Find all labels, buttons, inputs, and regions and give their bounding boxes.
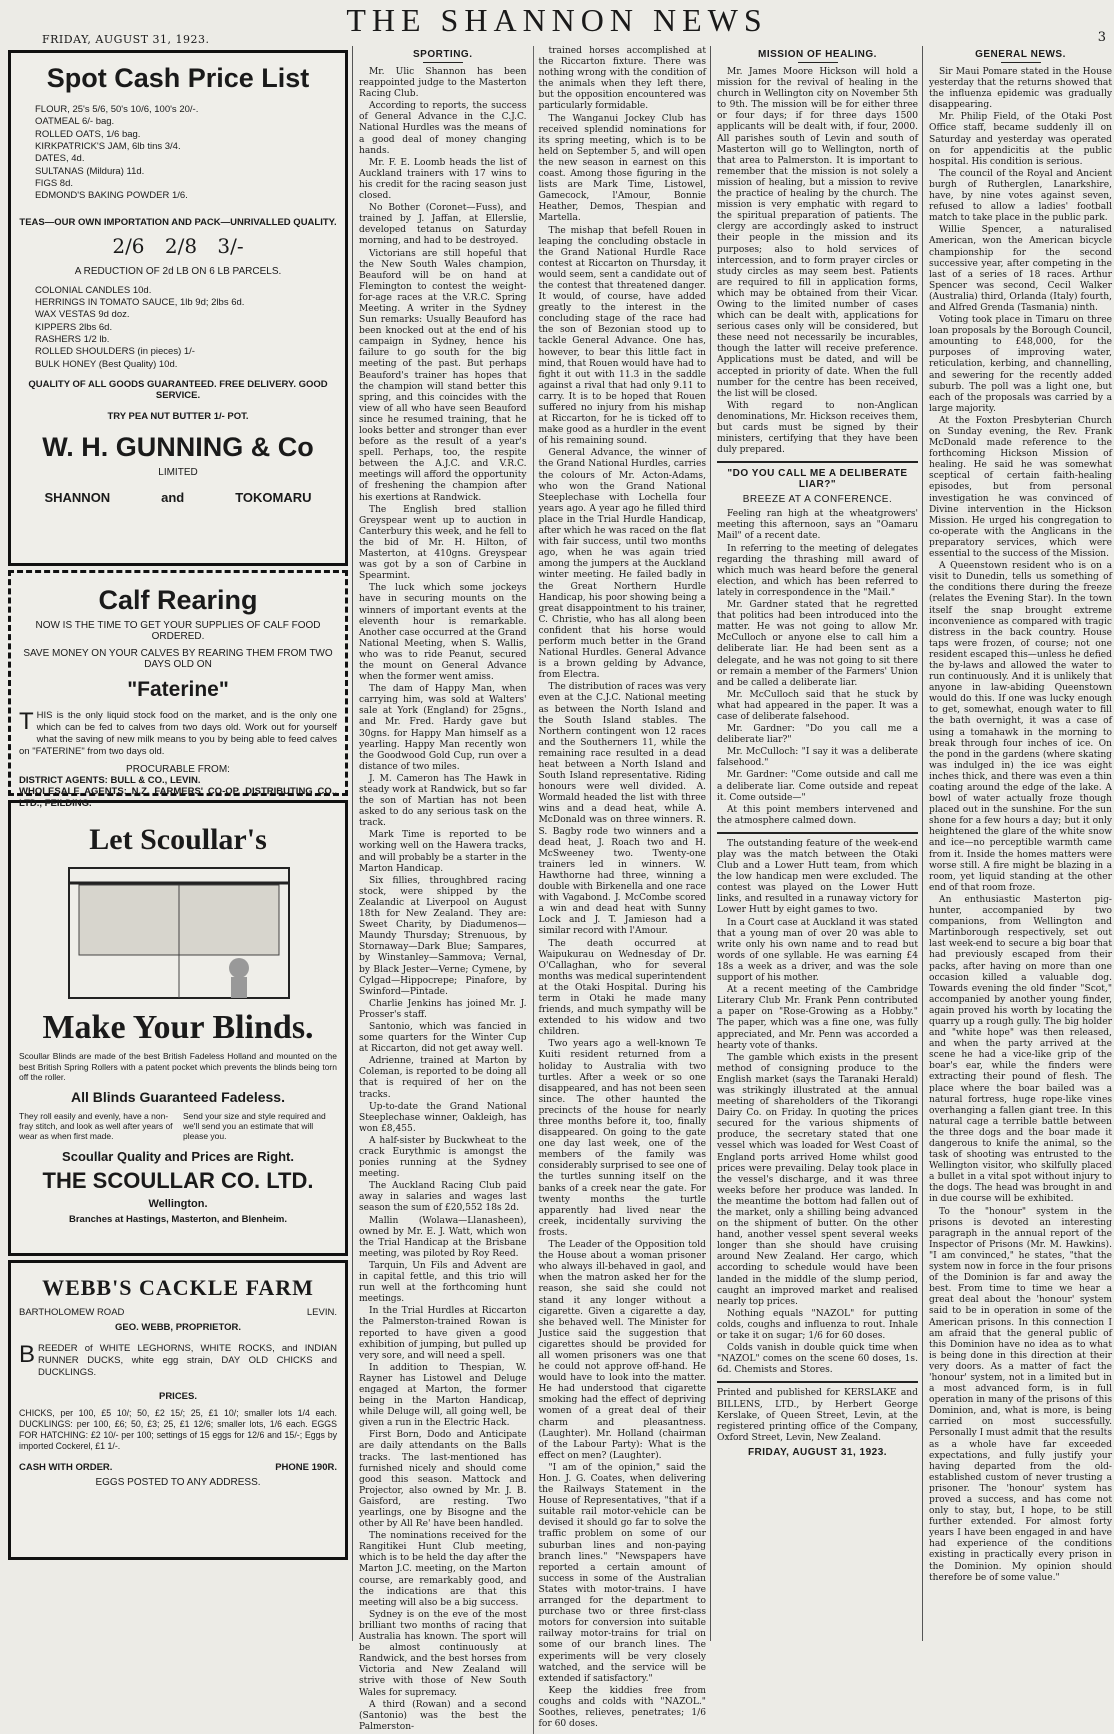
scoullar-ad [8,800,348,1256]
general-heading [929,49,1112,63]
location-tokomaru: TOKOMARU [235,490,312,506]
price-item: OATMEAL 6/- bag. [35,116,115,128]
imprint-date: FRIDAY, AUGUST 31, 1923. [747,1446,888,1458]
webb-prices: CHICKS, per 100, £5 10/; 50, £2 15/; 25, £1 10/; smaller lots 1/4 each. DUCKLINGS: per 100, £6; 50, £3; 25, £1 12/6; smaller lots, 1/6 each. EGGS FOR HATCHING: £2 10/- per 100; settings of 15 eggs for 12/6 and 15/-; Eggs by imported Cockerel, £1 1/-. [19,1407,337,1451]
calf-title: Calf Rearing [98,585,258,615]
webb-prices-heading: PRICES. [158,1390,197,1402]
scoullar-banner: Let Scoullar's [89,823,267,856]
sporting-col-a [359,46,527,1734]
article-paragraph: Mr. Gardner: "Come outside and call me a deliberate liar. Come outside and repeat it. Come outside—" [717,770,918,803]
advertisements-column [8,46,348,1641]
article-paragraph: An enthusiastic Masterton pig-hunter, accompanied by two companions, from Wellington and Martinborough respectively, set out last week-end to secure a big boar that had previously escaped from their packs, after having on more than one occasion killed a valuable dog. Towards evening the old finder "Scot," accompanied by another young finder, again proved his worth by locating the quarry up a rough gully. The big holder and "white hope" was then released, and when the party arrived at the scene he had a vice-like grip of the boar's ear, while the finders were extracting their pound of flesh. The place where the boar bailed was a natural fortress, huge rope-like vines overhanging a fallen giant tree. In this natural cage a terrible battle between the three dogs and the boar made it dangerous to knife the animal, so the task of shooting was entrusted to the Wellington visitor, who skilfully placed a bullet in a vital spot without injury to the dogs. The head was brought in and in due course will be exhibited. [929,894,1112,1205]
window-blind-illustration [39,863,317,1003]
guarantee-line: All Blinds Guaranteed Fadeless. [71,1088,285,1105]
spot-cash-ad [8,50,348,566]
article-paragraph: A Queenstown resident who is on a visit to Dunedin, tells us something of the conditions there during the freeze (relates the Evening Star). In the town itself the snap brought extreme inconvenience as compared with tragic distress in the back country. House taps were frozen, of course; not one resident escaped this—unless he defied the by-laws and allowed the water to run continuously. And it is unlikely that anyone in law-abiding Queenstown would do this. If one was lucky enough to get, somewhat, enough water to fill the bath overnight, it was a case of using a tomahawk in the morning to break through four inches of ice. On the pond in the gardens (where skating was indulged in) the ice was eight inches thick, and there was even a thin coating around the edge of the lake. A bowl of water actually froze though placed out in the sunshine. For the sun shone for a few hours a day; but it only heightened the glare of the white snow and ice—no perceptible warmth came from it. Inside the homes matters were worse still. A fire might be blazing in a room, yet liquid standing at the other end of that room froze. [929,561,1112,893]
calf-line1: NOW IS THE TIME TO GET YOUR SUPPLIES OF CALF FOOD ORDERED. [35,620,321,642]
article-paragraph: A third (Rowan) and a second (Santonio) was the best the Palmerston- [359,1699,527,1732]
sporting-paragraphs-a [359,67,527,1733]
article-paragraph: The distribution of races was very even at the C.J.C. National meeting as between the North Island and the South Island stables. The Northern contingent won 12 races and the Southerners 11, while the remaining race resulted in a dead heat between a North Island and South Island representative. Riding honours were well divided. A. Wormald headed the list with three wins and a dead heat, while A. McDonald was on three winners. R. S. Bagby rode two winners and a dead heat, J. Roach two and H. McSweeney two. Twenty-one trainers led in winners. W. Hawthorne had three, winning a double with Birkenella and one race with Vagabond. J. McCombe scored a win and dead heat with Sunny Lock and J. T. Jamieson had a similar record with l'Amour. [538,682,706,937]
article-paragraph: At the Foxton Presbyterian Church on Sunday evening, the Rev. Frank McDonald made reference to the forthcoming Hickson Mission of healing. He said he was somewhat sceptical of certain faith-healing episodes, but from personal investigation he was convinced of Divine intervention in the Hickson Mission. He urged his congregation to co-operate with the Anglicans in the preparatory services, which were essential to the success of the Mission. [929,415,1112,560]
peanut-line: TRY PEA NUT BUTTER 1/- POT. [107,411,249,423]
imprint: Printed and published for KERSLAKE and BILLENS, LTD., by Herbert George Kerslake, of Queen Street, Levin, at the registered printing office of the Company, Oxford Street, Levin, New Zealand. [717,1388,918,1443]
price-item: SULTANAS (Mildura) 11d. [35,165,145,177]
scoullar-right: Send your size and style required and we'll send you an estimate that will please you. [183,1110,326,1141]
article-paragraph: Two years ago a well-known Te Kuiti resident returned from a holiday to Australia with two turtles. After a week or so one disappeared, and has not been seen since. The other haunted the precincts of the house for nearly three months before it, too, finally disappeared. On going to the gate one day last week, one of the members of the family was considerably surprised to see one of the turtles sunning itself on the banks of a creek near the gate. For twenty months the turtle apparently had lived near the creek, incidentally surviving the frosts. [538,1039,706,1238]
price-item: ROLLED OATS, 1/6 bag. [35,128,141,140]
article-paragraph: In referring to the meeting of delegates regarding the thrashing mill award of which much was heard before the general election, and which has been referred to lately in correspondence in the "Mail." [717,543,918,598]
price-item: WAX VESTAS 9d doz. [35,309,130,321]
article-paragraph: Nothing equals "NAZOL" for putting colds, coughs and influenza to rout. Inhale or take it on sugar; 1/6 for 60 doses. [717,1308,918,1342]
article-paragraph: The Auckland Racing Club paid away in salaries and wages last season the sum of £20,552 18s 2d. [359,1181,527,1214]
article-paragraph: A half-sister by Buckwheat to the crack Eurythmic is amongst the ponies running at the Sydney meeting. [359,1135,527,1180]
article-paragraph: In addition to Thespian, W. Rayner has Listowel and Deluge engaged at Marton, the former being in the Marton Handicap, while Deluge will, all going well, be given a run in the Electric Hack. [359,1362,527,1429]
price-list-2 [19,285,337,371]
scoullar-city: Wellington. [148,1197,208,1210]
article-paragraph: Mr. Gardner: "Do you call me a deliberate liar?" [717,724,918,746]
article-paragraph: The dam of Happy Man, when carrying him, was sold at Walters' sale at York (England) for 25gns., and Mr. Fred. Hardy gave but 30gns. for Happy Man himself as a yearling. Happy Man recently won the Goodwood Gold Cup, run over a distance of two miles. [359,684,527,772]
article-paragraph: Feeling ran high at the wheatgrowers' meeting this afternoon, says an "Oamaru Mail" of a recent date. [717,509,918,542]
price-item: ROLLED SHOULDERS (in pieces) 1/- [35,346,195,358]
article-paragraph: Victorians are still hopeful that the New South Wales champion, Beauford will be on hand at Flemington to contest the weight-for-age races at the V.R.C. Spring Meeting. A writer in the Sydney Sun remarks: Usually Beauford has been knocked out at the end of his campaign in Sydney, hence his failure to go south for the big meeting of the past. But perhaps Beauford's trainer has hopes that the champion will stand better this spring, and this coincides with the view of all who have seen Beauford since he resumed training, that he looks better and stronger than ever before as the result of a year's spell. Perhaps, too, the respite between the A.J.C. and V.R.C. meetings will afford the opportunity of freshening the champion after his exertions at Randwick. [359,248,527,503]
divider [717,461,918,463]
locations [19,490,337,505]
article-paragraph: Mark Time is reported to be working well on the Hawera tracks, and will probably be a starter in the Marton Handicap. [359,830,527,874]
mission-heading [717,49,918,63]
liar-subheading: BREEZE AT A CONFERENCE. [742,494,893,506]
make-your-blinds: Make Your Blinds. [42,1009,314,1046]
article-paragraph: To the "honour" system in the prisons is devoted an interesting paragraph in the annual report of the Inspector of Prisons (Mr. M. Hawkins). "I am convinced," he states, "that the system now in force in the four prisons of the Dominion is far and away the best. From time to time we hear a great deal about the 'honour' system said to be in operation in some of the American prisons. In this connection I am afraid that the general public of this Dominion have no idea as to what is being done in this direction at their very doors. As a matter of fact the 'honour' system, not in a limited but in a most advanced form, is in full operation in many of the prisons of this Dominion, and, what is more, is being carried on most successfully. Personally I must admit that the results as a whole have far exceeded expectations, and fully justify your having departed from the old-established custom of never trusting a prisoner. The 'honour' system has proved a success, and has come not only to stay, but, I hope, to be still further extended. For almost forty years I have been engaged in and have had experience of the conditions existing in practically every prison in the Dominion. My opinion should therefore be of some value." [929,1206,1112,1583]
article-paragraph: Charlie Jenkins has joined Mr. J. Prosser's staff. [359,998,527,1020]
article-paragraph: The Leader of the Opposition told the House about a woman prisoner who always ill-behaved in gaol, and when the matron asked her for the reason, she said she could not stand it any longer without a cigarette. Given a cigarette a day, she behaved well. The Minister for Justice said the suggestion that cigarettes should be provided for all women prisoners was one that he could not approve off-hand. He would have to look into the matter. He had understood that cigarette smoking had the effect of depriving women of a great deal of their charm and pleasantness. (Laughter). Mr. Holland (chairman of the Labour Party): What is the effect on men? (Laughter). [538,1240,706,1461]
masthead [0,0,1114,44]
price-item: DATES, 4d. [35,153,85,165]
procurable-label: PROCURABLE FROM: [126,763,230,775]
article-paragraph: According to reports, the success of General Advance in the C.J.C. National Hurdles was the means of a good deal of money changing hands. [359,101,527,156]
article-paragraph: Sir Maui Pomare stated in the House yesterday that the returns showed that the influenza epidemic was gradually disappearing. [929,67,1112,111]
price-item: EDMOND'S BAKING POWDER 1/6. [35,190,188,202]
webb-town: LEVIN. [306,1307,337,1318]
article-paragraph: Adrienne, trained at Marton by Coleman, is reported to be doing all that is required of her on the tracks. [359,1056,527,1100]
article-paragraph: The nominations received for the Rangitikei Hunt Club meeting, which is to be held the day after the Marton J.C. meeting, on the Marton course, are remarkably good, and the indications are that this meeting will also be a big success. [359,1531,527,1608]
location-shannon: SHANNON [44,490,111,506]
webb-cash: CASH WITH ORDER. [19,1461,113,1473]
price-list-1 [19,104,337,203]
article-paragraph: The English bred stallion Greyspear went up to auction in Canterbury this week, and he fell to the bid of Mr. H. Hilton, of Masterton, at 410gns. Greyspear was got by a son of Carbine in Spearmint. [359,504,527,582]
spot-cash-title: Spot Cash Price List [46,63,310,93]
mission-section [710,46,918,1641]
webb-address [19,1307,337,1318]
scoullar-branches: Branches at Hastings, Masterton, and Blenheim. [68,1213,288,1225]
article-paragraph: At a recent meeting of the Cambridge Literary Club Mr. Frank Penn contributed a paper on "Rose-Growing as a Hobby." The paper, which was a fine one, was fully appreciated, and Mr. Penn was accorded a hearty vote of thanks. [717,985,918,1051]
liar-heading: "DO YOU CALL ME A DELIBERATE LIAR?" [727,468,908,491]
tea-prices: 2/6 2/8 3/- [112,233,244,258]
webbs-cackle-farm-ad [8,1260,348,1560]
blind-image [39,863,319,1003]
article-paragraph: Six fillies, throughbred racing stock, were shipped by the Zealandic at Liverpool on August 18th for New Zealand. They are: Sweet Charity, by Diadumenos—Maundy Thursday; Strenuous, by Stornaway—Dark Blue; Sampares, by Winstanley—Sammova; Vernal, by Black Jester—Verne; Cymene, by Cylgad—Hippocrepe; Pinafore, by Swinford—Pintade. [359,875,527,997]
article-paragraph: At this point members intervened and the atmosphere calmed down. [717,804,918,826]
article-paragraph: First Born, Dodo and Anticipate are daily attendants on the Balls tracks. The last-mentioned has furnished nicely and should come good this season. Mattock and Projector, also owned by Mr. J. B. Gaisford, are resting. Two yearlings, one by Bisogne and the other by All Re' have been handled. [359,1430,527,1530]
sporting-heading [359,49,527,63]
quality-line: QUALITY OF ALL GOODS GUARANTEED. FREE DELIVERY. GOOD SERVICE. [28,379,328,402]
article-paragraph: trained horses accomplished at the Riccarton fixture. There was nothing wrong with the condition of the animals when they left there, but the opposition encountered was particularly formidable. [538,46,706,112]
scoullar-firm: THE SCOULLAR CO. LTD. [42,1167,314,1193]
calf-rearing-ad [8,570,348,810]
sporting-heading-text: SPORTING. [412,49,473,60]
webb-proprietor: GEO. WEBB, PROPRIETOR. [115,1322,241,1333]
article-paragraph: Colds vanish in double quick time when "NAZOL" comes on the scene 60 doses, 1s. 6d. Chemists and Stores. [717,1343,918,1376]
article-paragraph: Sydney is on the eve of the most brilliant two months of racing that Australia has known. The sport will be almost continuously at Randwick, and the best horses from Victoria and New Zealand will strive with those of New South Wales for supremacy. [359,1609,527,1698]
masthead-date: FRIDAY, AUGUST 31, 1923. [42,33,210,46]
location-and: and [161,490,185,506]
webb-road: BARTHOLOMEW ROAD [19,1307,125,1318]
sporting-section [352,46,706,1732]
price-item: FLOUR, 25's 5/6, 50's 10/6, 100's 20/-. [35,104,199,115]
gunning-firm-name: W. H. GUNNING & Co [42,432,314,463]
price-item: BULK HONEY (Best Quality) 10d. [35,358,178,370]
article-paragraph: In the Trial Hurdles at Riccarton the Palmerston-trained Rowan is reported to have given a good exhibition of jumping, but pulled up very sore, and will need a spell. [359,1306,527,1361]
article-paragraph: Tarquin, Un Fils and Advent are in capital fettle, and this trio will run well at the forthcoming hunt meetings. [359,1260,527,1305]
misc-paragraphs [717,839,918,1377]
article-paragraph: Mr. Gardner stated that he regretted that politics had been introduced into the matter. He was not going to allow Mr. McCulloch or anyone else to call him a deliberate liar. He had been sent as a delegate, and he was not going to sit there or remain a member of the Farmers' Union and be called a deliberate liar. [717,600,918,688]
scoullar-two-col [19,1111,337,1141]
article-paragraph: "I am of the opinion," said the Hon. J. G. Coates, when delivering the Railways Statement in the House of Representatives, "that if a suitable rail motor-vehicle can be devised it should go far to solve the traffic problem on some of our suburban lines and non-paying branch lines." "Newspapers have reported a certain amount of success in some of the Australian States with motor-trains. I have arranged for the department to purchase two or three first-class motors for conversion into suitable railway motor-trains for trial on some of our branch lines. The experiments will be very closely watched, and the service will be extended if satisfactory." [538,1462,706,1684]
article-paragraph: With regard to non-Anglican denominations, Mr. Hickson receives them, but cards must be signed by their ministers, certifying that they have been duly prepared. [717,400,918,456]
webb-posted: EGGS POSTED TO ANY ADDRESS. [95,1476,261,1488]
webb-phone: PHONE 190R. [275,1461,337,1473]
scoullar-quality: Scoullar Quality and Prices are Right. [62,1148,294,1164]
divider [717,1381,918,1383]
reduction-line: A REDUCTION OF 2d LB ON 6 LB PARCELS. [74,265,282,277]
article-paragraph: Mr. Ulic Shannon has been reappointed judge to the Masterton Racing Club. [359,67,527,100]
article-paragraph: Mr. F. E. Loomb heads the list of Auckland trainers with 17 wins to his credit for the racing season just closed. [359,157,527,202]
limited-label: LIMITED [158,467,198,479]
general-heading-text: GENERAL NEWS. [975,49,1066,60]
sporting-col-b [533,46,707,1734]
webb-title: WEBB'S CACKLE FARM [42,1275,314,1300]
price-item: RASHERS 1/2 lb. [35,334,110,346]
article-paragraph: Mr. Philip Field, of the Otaki Post Office staff, became suddenly ill on Saturday and yesterday was operated on for appendicitis at the public hospital. His condition is serious. [929,112,1112,167]
price-item: COLONIAL CANDLES 10d. [35,284,152,296]
webb-order-line [19,1462,337,1473]
teas-line: TEAS—OUR OWN IMPORTATION AND PACK—UNRIVALLED QUALITY. [19,216,337,228]
article-paragraph: The death occurred at Waipukurau on Wednesday of Dr. O'Callaghan, who for several months was medical superintendent at the Otaki Hospital. During his term in Otaki he made many friends, and much sympathy will be extended to his widow and two children. [538,938,706,1038]
liar-paragraphs [717,509,918,827]
divider [717,832,918,834]
article-paragraph: Willie Spencer, a naturalised American, won the American bicycle championship for the second successive year, after competing in the last of a series of 18 races. Arthur Spencer was second, Cecil Walker (Australia) third, Orlanda (Italy) fourth, and Alfred Grenda (Tasmania) ninth. [929,225,1112,313]
district-agents: DISTRICT AGENTS: BULL & CO., LEVIN. [19,774,201,786]
faterine-product: "Faterine" [127,678,229,701]
article-paragraph: General Advance, the winner of the Grand National Hurdles, carries the colours of Mr. Acton-Adams, who won the Grand National Steeplechase with Lochella four years ago. A year ago he filled third place in the Trial Hurdle Handicap, after which he was raced on the flat with fair success, until two months ago, when he was again tried among the jumpers at the Auckland winter meeting. He failed badly in the Great Northern Hurdle Handicap, his poor showing being a great disappointment to his trainer, C. Christie, who has all along been confident that his horse would perform much better in the Grand National Hurdles. General Advance is a brown gelding by Advance, from Electra. [538,448,706,681]
general-paragraphs [929,67,1112,1584]
article-paragraph: The council of the Royal and Ancient burgh of Rutherglen, Lanarkshire, have, by nine votes against seven, refused to allow a ladies' football match to take place in the public park. [929,168,1112,224]
article-paragraph: Mr. McCulloch said that he stuck by what had appeared in the paper. It was a case of deliberate falsehood. [717,689,918,722]
article-paragraph: The luck which some jockeys have in securing mounts on the winners of important events at the eleventh hour is remarkable. Another case occurred at the Grand National Meeting, when S. Wallis, who was to ride Peanut, secured the mount on General Advance when the former went amiss. [359,583,527,683]
scoullar-body: Scoullar Blinds are made of the best British Fadeless Holland and mounted on the best British Spring Rollers with a patent pocket which prevents the blinds being torn off the roller. [19,1051,337,1083]
article-paragraph: Mallin (Wolawa—Llanasheen), owned by Mr. E. J. Watt, which won the Trial Handicap at the Brisbane meeting, was piloted by Roy Reed. [359,1215,527,1259]
sporting-paragraphs-b [539,46,707,1730]
calf-line2: SAVE MONEY ON YOUR CALVES BY REARING THEM FROM TWO DAYS OLD ON [23,648,333,670]
mission-heading-text: MISSION OF HEALING. [758,49,877,60]
article-paragraph: J. M. Cameron has The Hawk in steady work at Randwick, but so far the son of Martian has not been asked to do any serious task on the track. [359,773,527,829]
article-paragraph: The mishap that befell Rouen in leaping the concluding obstacle in the Grand National Hurdle Race contest at Riccarton on Thursday, it would seem, sent a candidate out of the contest that threatened danger. It would, of course, have added greatly to the interest in the concluding stage of the race had the son of Bezonian stood up to tackle General Advance. One has, however, to bear this little fact in mind, that Rouen would have had to fight it out with 11.3 in the saddle against a rival that had only 9.11 to carry. It is to be hoped that Rouen suffered no injury from his mishap at Riccarton, for he is ticked off to make good as a hurdler in the event of his remaining sound. [538,225,706,447]
mission-paragraphs [717,67,918,456]
article-paragraph: Up-to-date the Grand National Steeplechase winner, Oakleigh, has won £8,455. [359,1101,527,1134]
article-paragraph: The Wanganui Jockey Club has received splendid nominations for its spring meeting, which is to be held on September 5, and will open the new season in earnest on this coast. Among those figuring in the lists are Mark Time, Listowel, Gamecock, l'Amour, Bonnie Heather, Demos, Thespian and Martella. [538,113,706,224]
price-item: FIGS 8d. [35,178,74,190]
article-paragraph: The outstanding feature of the week-end play was the match between the Otaki Club and a Lower Hutt team, from which the low handicap men were excluded. The contest was played on the Lower Hutt links, and resulted in a runaway victory for Lower Hutt by eight games to two. [717,838,918,916]
page-number: 3 [1097,30,1106,45]
price-item: KIRKPATRICK'S JAM, 6lb tins 3/4. [35,141,181,153]
article-paragraph: No Bother (Coronet—Fuss), and trained by J. Jaffan, at Ellerslie, developed tetanus on Saturday morning, and had to be destroyed. [359,203,527,247]
article-paragraph: Keep the kiddies free from coughs and colds with "NAZOL." Soothes, relieves, penetrates; 1/6 for 60 doses. [538,1685,706,1730]
article-paragraph: Mr. James Moore Hickson will hold a mission for the revival of healing in the church in Wellington city on November 5th to 9th. The mission will be for either three or four days; if for three days 1500 applicants will be dealt with, if four, 2000. All parishes south of Levin and south of Masterton will go to Wellington, north of that area to Palmerston. It is important to remember that the mission is not solely a mission of healing, but a mission to revive the practice of healing by the church. The mission is very emphatic with regard to the spiritual preparation of patients. The clergy are accordingly asked to instruct their people in the mission and its purposes; also to hold services of intercession, and to form prayer circles or study circles as may seem best. Patients are required to fill in application forms, which may be obtained from their Vicar. Owing to the limited number of cases which can be dealt with, applications for serious cases only will be considered, but these need not necessarily be incurables, though the latter will receive preference. Applications must be dated, and will be accepted in priority of date. When the full number for the centre has been received, the list will be closed. [717,67,918,399]
webb-body: BREEDER of WHITE LEGHORNS, WHITE ROCKS, and INDIAN RUNNER DUCKS, white egg strain, DAY OLD CHICKS and DUCKLINGS. [19,1341,337,1378]
calf-body: THIS is the only liquid stock food on the market, and is the only one which can be fed to calves from two days old. Work out for yourself what the saving of new milk means to you by being able to feed calves on "FATERINE" from two days old. [19,708,337,757]
article-paragraph: Voting took place in Timaru on three loan proposals by the Borough Council, amounting to £48,000, for the purposes of improving water, reticulation, kerbing, and channelling, and sewering for the recently added suburb. The poll was a light one, but each of the proposals was carried by a large majority. [929,315,1112,414]
article-paragraph: Mr. McCulloch: "I say it was a deliberate falsehood." [717,747,918,769]
newspaper-title: THE SHANNON NEWS [346,2,768,38]
scoullar-left: They roll easily and evenly, have a non-fray stitch, and look as well after years of wear as when first made. [19,1110,173,1141]
price-item: HERRINGS IN TOMATO SAUCE, 1lb 9d; 2lbs 6d. [35,297,245,309]
article-paragraph: Santonio, which was fancied in some quarters for the Winter Cup at Riccarton, did not get away well. [359,1021,527,1055]
article-paragraph: In a Court case at Auckland it was stated that a young man of over 20 was able to write only his own name and to read but words of one syllable. He was earning £4 18s a week as a driver, and was the sole support of his mother. [717,917,918,984]
general-news-section [922,46,1112,1641]
wholesale-agents: WHOLESALE AGENTS: N.Z. FARMERS' CO-OP. DISTRIBUTING CO., LTD., FEILDING. [19,786,337,810]
price-item: KIPPERS 2lbs 6d. [35,321,113,333]
article-paragraph: The gamble which exists in the present method of consigning produce to the English market (says the Taranaki Herald) was strikingly illustrated at the annual meeting of shareholders of the Tikorangi Dairy Co. on Friday. In quoting the prices secured for the various shipments of produce, the secretary stated that one vessel which was loaded for West Coast of England ports arrived Home whilst good prices were prevailing. Delay took place in the vessel's discharge, and it was three weeks before her produce was landed. In the meantime the bottom had fallen out of the market, only a shilling being advanced on the shipment of butter. On the other hand, another vessel spent several weeks longer than she should have cruising around New Zealand. Her cargo, which according to schedule would have been landed in the middle of the slump period, caught an improved market and realised nearly top prices. [717,1052,918,1307]
